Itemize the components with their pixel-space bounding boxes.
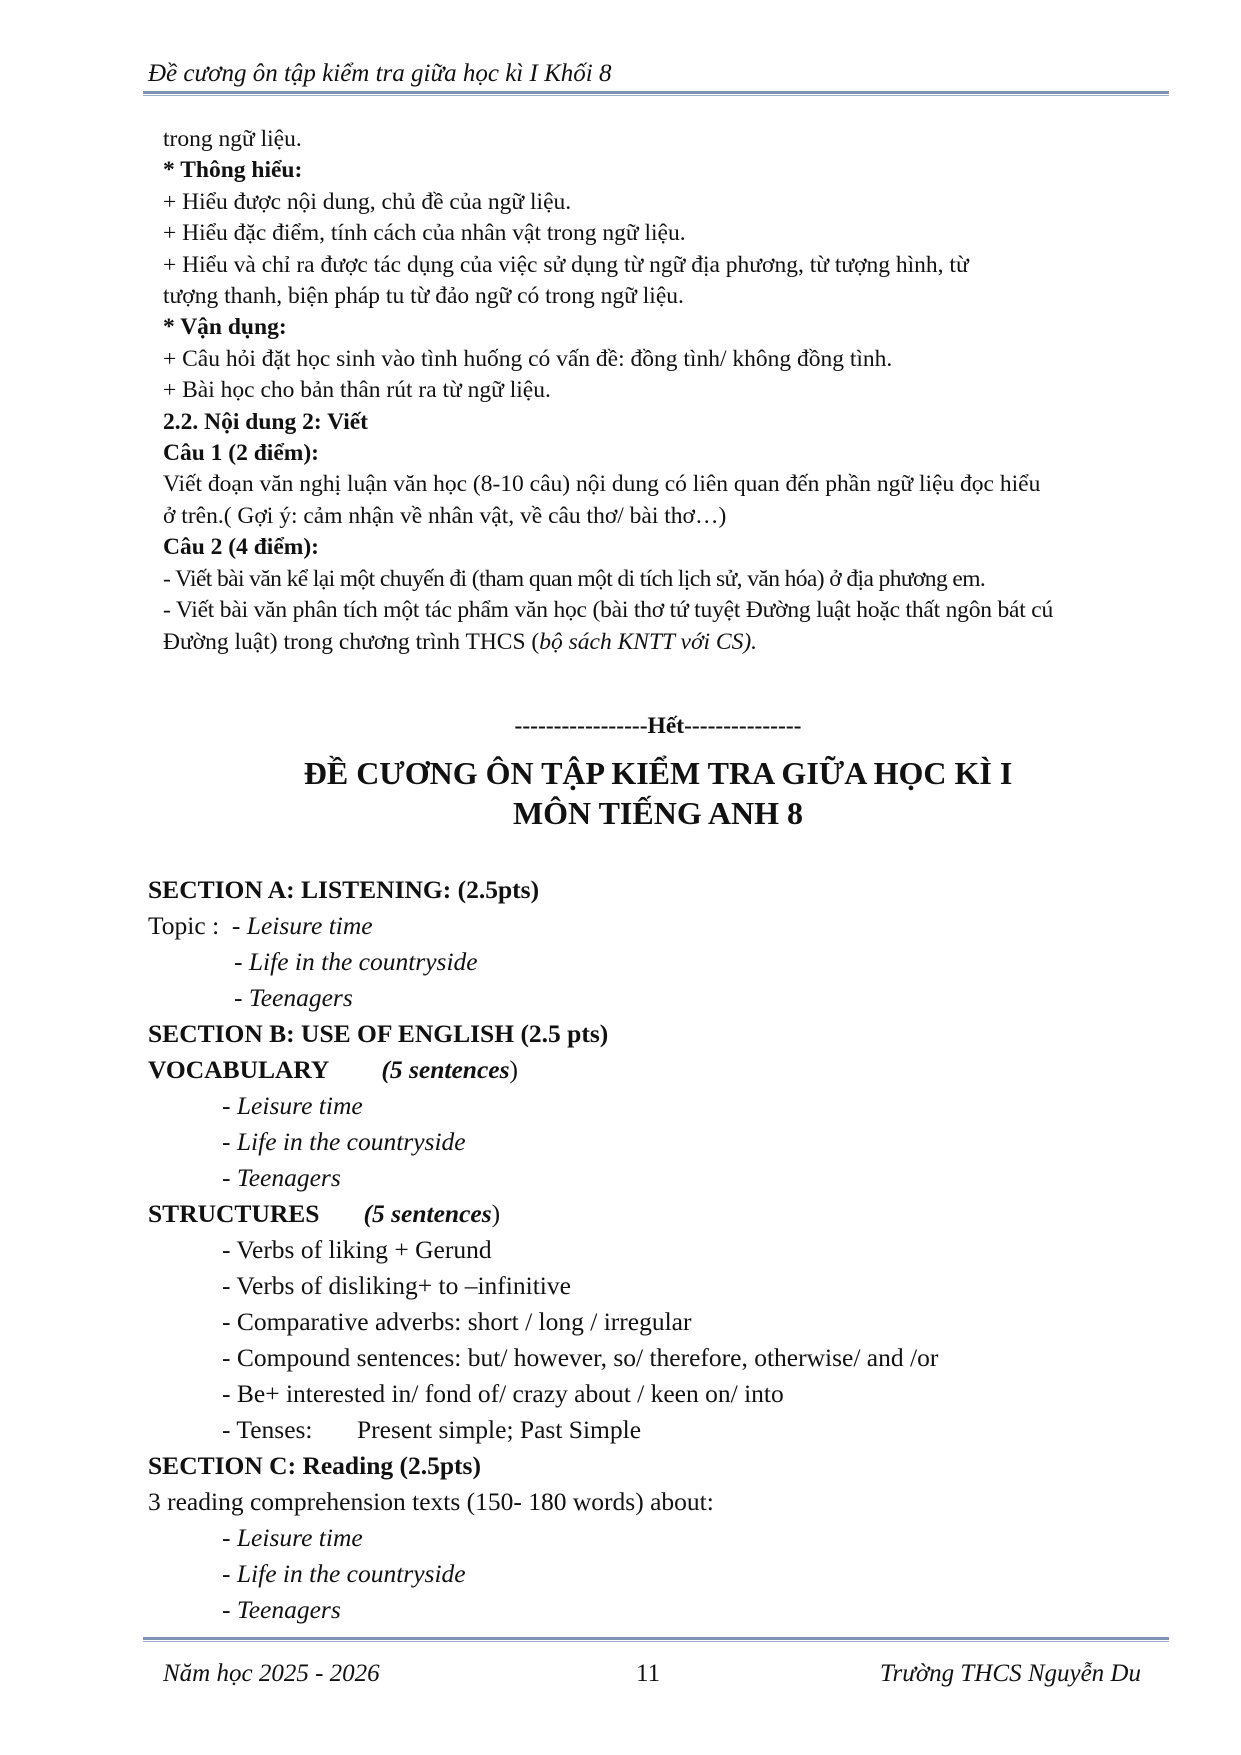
cau1-line: Viết đoạn văn nghị luận văn học (8-10 câu) nội dung có liên quan đến phần ngữ liệu đọc hiểu bbox=[163, 471, 1041, 498]
section-a-heading: SECTION A: LISTENING: (2.5pts) bbox=[148, 875, 540, 904]
vocab-count: (5 sentences bbox=[381, 1055, 510, 1084]
topic-row bbox=[148, 908, 1168, 944]
topic-label: Topic : bbox=[148, 911, 232, 940]
structures-count: (5 sentences bbox=[363, 1199, 492, 1228]
reading-item: - Leisure time bbox=[222, 1523, 363, 1552]
section-b-heading: SECTION B: USE OF ENGLISH (2.5 pts) bbox=[148, 1019, 609, 1048]
english-title-line2: MÔN TIẾNG ANH 8 bbox=[512, 795, 804, 831]
english-outline bbox=[148, 872, 1168, 1628]
vocab-row: VOCABULARY (5 sentences) bbox=[148, 1055, 519, 1084]
cau2-line bbox=[163, 627, 1173, 658]
cau1-line: ở trên.( Gợi ý: cảm nhận về nhân vật, về câu thơ/ bài thơ…) bbox=[163, 502, 727, 529]
section-c-intro: 3 reading comprehension texts (150- 180 words) about: bbox=[148, 1487, 714, 1516]
vocab-item: - Teenagers bbox=[222, 1163, 341, 1192]
structure-item: - Comparative adverbs: short / long / irregular bbox=[222, 1307, 692, 1336]
van-dung-item: + Câu hỏi đặt học sinh vào tình huống có vấn đề: đồng tình/ không đồng tình. bbox=[163, 345, 893, 372]
english-title-line1: ĐỀ CƯƠNG ÔN TẬP KIỂM TRA GIỮA HỌC KÌ I bbox=[303, 755, 1013, 791]
thong-hieu-heading: * Thông hiểu: bbox=[163, 157, 303, 184]
tenses-label: - Tenses: bbox=[222, 1415, 313, 1444]
literature-outline bbox=[163, 124, 1173, 658]
vocab-label: VOCABULARY bbox=[148, 1055, 330, 1084]
tenses-row bbox=[148, 1412, 1168, 1448]
section-2-2-heading: 2.2. Nội dung 2: Viết bbox=[163, 408, 368, 435]
footer-school: Trường THCS Nguyễn Du bbox=[879, 1660, 1141, 1687]
vocab-item: - Life in the countryside bbox=[222, 1127, 466, 1156]
reading-item: - Teenagers bbox=[222, 1595, 341, 1624]
structure-item: - Be+ interested in/ fond of/ crazy about / keen on/ into bbox=[222, 1379, 784, 1408]
thong-hieu-item: + Hiểu và chỉ ra được tác dụng của việc sử dụng từ ngữ địa phương, từ tượng hình, từ bbox=[163, 251, 969, 278]
van-dung-heading: * Vận dụng: bbox=[163, 314, 287, 341]
cau2-line: - Viết bài văn phân tích một tác phẩm văn học (bài thơ tứ tuyệt Đường luật hoặc thất ngôn bát cú bbox=[163, 597, 1054, 624]
header-divider bbox=[143, 91, 1169, 96]
reading-item: - Life in the countryside bbox=[222, 1559, 466, 1588]
intro-tail: trong ngữ liệu. bbox=[163, 126, 302, 152]
cau1-heading: Câu 1 (2 điểm): bbox=[163, 440, 319, 467]
thong-hieu-item: + Hiểu đặc điểm, tính cách của nhân vật trong ngữ liệu. bbox=[163, 220, 686, 247]
cau2-line-italic: bộ sách KNTT với CS). bbox=[539, 628, 758, 655]
thong-hieu-item: tượng thanh, biện pháp tu từ đảo ngữ có trong ngữ liệu. bbox=[163, 283, 684, 310]
structure-item: - Verbs of disliking+ to –infinitive bbox=[222, 1271, 571, 1300]
cau2-line: - Viết bài văn kể lại một chuyến đi (tham quan một di tích lịch sử, văn hóa) ở địa phương em. bbox=[163, 565, 986, 592]
tenses-value: Present simple; Past Simple bbox=[357, 1415, 642, 1444]
structures-row: STRUCTURES (5 sentences) bbox=[148, 1199, 501, 1228]
end-marker: -----------------Hết--------------- bbox=[514, 713, 802, 739]
cau2-heading: Câu 2 (4 điểm): bbox=[163, 534, 319, 561]
footer-divider bbox=[143, 1637, 1169, 1642]
footer-year: Năm học 2025 - 2026 bbox=[163, 1660, 380, 1687]
page-header-title: Đề cương ôn tập kiểm tra giữa học kì I Khối 8 bbox=[148, 60, 612, 87]
topic-item: - Teenagers bbox=[234, 983, 353, 1012]
section-c-heading: SECTION C: Reading (2.5pts) bbox=[148, 1451, 481, 1480]
thong-hieu-item: + Hiểu được nội dung, chủ đề của ngữ liệu. bbox=[163, 188, 572, 215]
structure-item: - Verbs of liking + Gerund bbox=[222, 1235, 492, 1264]
topic-item: - Leisure time bbox=[231, 911, 373, 940]
page-number: 11 bbox=[636, 1660, 661, 1687]
van-dung-item: + Bài học cho bản thân rút ra từ ngữ liệu. bbox=[163, 377, 551, 404]
vocab-item: - Leisure time bbox=[222, 1091, 363, 1120]
topic-item: - Life in the countryside bbox=[234, 947, 478, 976]
structures-label: STRUCTURES bbox=[148, 1199, 320, 1228]
structure-item: - Compound sentences: but/ however, so/ therefore, otherwise/ and /or bbox=[222, 1343, 939, 1372]
cau2-line-plain: Đường luật) trong chương trình THCS ( bbox=[163, 628, 540, 655]
